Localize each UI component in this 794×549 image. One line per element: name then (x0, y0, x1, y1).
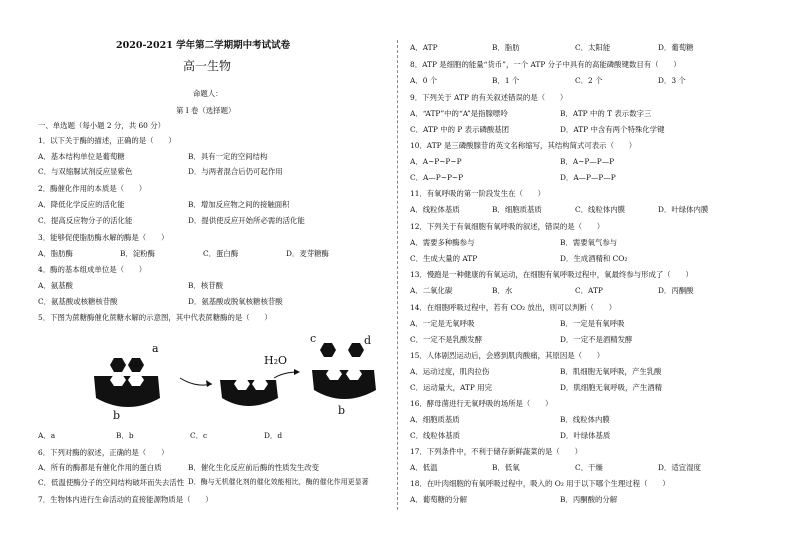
option-b: B．脂肪 (492, 43, 520, 52)
option-d: D．肌细胞无氧呼吸，产生酒精 (560, 383, 663, 392)
option-b: B．催化生化反应前后酶的性质发生改变 (188, 463, 320, 472)
option-a: A．运动过度，肌肉拉伤 (410, 367, 490, 376)
column-divider (397, 40, 398, 510)
option-b: B．水 (492, 286, 513, 295)
option-a: A．氨基酸 (38, 281, 73, 290)
subject-title: 高一生物 (183, 59, 232, 73)
option-a: A．需要多种酶参与 (410, 238, 475, 247)
option-c: C．一定不是乳酸发酵 (410, 335, 483, 344)
option-b: B．1 个 (492, 76, 520, 85)
label-b1: b (113, 409, 121, 422)
option-c: C．蛋白酶 (203, 249, 239, 258)
option-b: B．ATP 中的 T 表示数字三 (560, 109, 652, 118)
option-b: B．淀粉酶 (120, 249, 155, 258)
question-stem: 10．ATP 是三磷酸腺苷的英文名称缩写，其结构简式可表示（ ） (410, 141, 637, 150)
option-d: D．适宜湿度 (658, 463, 701, 472)
option-a: A．所有的酶都是有催化作用的蛋白质 (38, 463, 162, 472)
question-stem: 9．下列关于 ATP 的有关叙述错误的是（ ） (410, 93, 568, 102)
option-c: C．A—P~P~P (410, 173, 464, 182)
option-d: D．酶与无机催化剂的催化效能相比，酶的催化作用更显著 (188, 478, 369, 486)
option-b: B．b (116, 431, 134, 440)
option-d: D．叶绿体内膜 (658, 205, 709, 214)
option-a: A．a (38, 431, 56, 440)
product-d-hexagon (348, 343, 364, 357)
option-a: A．“ATP”中的“A”是指腺嘌呤 (410, 109, 508, 118)
question-stem: 12．下列关于有氧细胞有氧呼吸的叙述，错误的是（ ） (410, 222, 605, 231)
option-d: D．葡萄糖 (658, 43, 694, 52)
label-h2o: H₂O (264, 354, 288, 367)
option-d: D．与两者混合后仍可起作用 (188, 167, 283, 176)
author-label: 命题人： (193, 89, 223, 98)
option-a: A．细胞质基质 (410, 415, 460, 424)
option-d: D．一定不是酒精发酵 (560, 335, 633, 344)
option-d: D．生成酒精和 CO₂ (560, 254, 628, 263)
question-stem: 15．人体剧烈运动后，会感到肌肉酸痛，其原因是（ ） (410, 351, 605, 360)
option-c: C．运动量大，ATP 用完 (410, 383, 492, 392)
option-c: C．线粒体基质 (410, 431, 460, 440)
option-c: C．ATP 中的 P 表示磷酸基团 (410, 125, 510, 134)
label-d: d (364, 334, 372, 347)
option-b: B．增加反应物之间的接触面积 (188, 200, 290, 209)
option-a: A．葡萄糖的分解 (410, 495, 468, 504)
option-b: B．低氧 (492, 463, 520, 472)
option-b: B．A~P—P—P (560, 157, 615, 166)
question-stem: 18．在叶肉细胞的有氧呼吸过程中，吸入的 O₂ 用于以下哪个生理过程（ ） (410, 479, 670, 488)
option-d: D．d (264, 431, 283, 440)
option-c: C．干燥 (575, 463, 603, 472)
option-a: A．低温 (410, 463, 438, 472)
option-b: B．丙酮酸的分解 (560, 495, 618, 504)
option-d: D．ATP 中含有两个特殊化学键 (560, 125, 665, 134)
option-c: C．ATP (575, 286, 603, 295)
question-stem: 2．酶催化作用的本质是（ ） (38, 184, 147, 193)
label-a: a (152, 342, 159, 355)
substrate-a-hexagons (110, 358, 144, 372)
option-b: B．线粒体内膜 (560, 415, 610, 424)
option-a: A．线粒体基质 (410, 205, 460, 214)
option-a: A．ATP (410, 43, 438, 52)
question-stem: 14．在细胞呼吸过程中，若有 CO₂ 放出，则可以判断（ ） (410, 303, 617, 312)
question-stem: 17．下列条件中，不利于储存新鲜蔬菜的是（ ） (410, 447, 583, 456)
option-c: C．提高反应物分子的活化能 (38, 216, 133, 225)
option-c: C．2 个 (575, 76, 603, 85)
question-stem: 13．慢跑是一种健康的有氧运动，在细胞有氧呼吸过程中，氧最终参与形成了（ ） (410, 270, 693, 279)
exam-title: 2020-2021 学年第二学期期中考试试卷 (116, 40, 291, 51)
option-a: A．基本结构单位是葡萄糖 (38, 152, 125, 161)
question-stem: 6．下列对酶的叙述，正确的是（ ） (38, 448, 169, 457)
option-d: D．3 个 (658, 76, 686, 85)
option-d: D．叶绿体基质 (560, 431, 611, 440)
option-d: D．麦芽糖酶 (286, 249, 329, 258)
option-d: D．氨基酸或脱氧核糖核苷酸 (188, 297, 283, 306)
enzyme-b2-shape (312, 370, 376, 399)
option-c: C．与双缩脲试剂反应显紫色 (38, 167, 133, 176)
option-a: A．0 个 (410, 76, 438, 85)
option-a: A．A~P~P~P (410, 157, 462, 166)
option-c: C．氨基酸或核糖核苷酸 (38, 297, 118, 306)
option-b: B．需要氧气参与 (560, 238, 618, 247)
option-a: A．降低化学反应的活化能 (38, 200, 125, 209)
option-c: C．c (190, 431, 208, 440)
product-c-hexagon (320, 343, 336, 357)
question-stem: 16．酵母菌进行无氧呼吸的场所是（ ） (410, 399, 553, 408)
option-a: A．一定是无氧呼吸 (410, 319, 475, 328)
option-c: C．低温使酶分子的空间结构破坏而失去活性 (38, 478, 185, 487)
label-c: c (310, 332, 317, 345)
option-a: A．脂肪酶 (38, 249, 73, 258)
option-d: D．A—P—P—P (560, 173, 616, 182)
question-stem: 4．酶的基本组成单位是（ ） (38, 265, 147, 274)
question-stem: 1．以下关于酶的描述，正确的是（ ） (38, 136, 176, 145)
option-b: B．核苷酸 (188, 281, 223, 290)
section-title: 一、单选题（每小题 2 分，共 60 分） (38, 121, 165, 130)
question-stem: 8．ATP 是细胞的能量“货币”，一个 ATP 分子中具有的高能磷酸键数目有（ ） (410, 60, 681, 69)
question-stem: 5．下图为蔗糖酶催化蔗糖水解的示意图，其中代表蔗糖酶的是（ ） (38, 313, 272, 322)
option-d: D．丙酮酸 (658, 286, 694, 295)
option-c: C．太阳能 (575, 43, 611, 52)
part-title: 第 I 卷（选择题） (176, 106, 236, 115)
option-b: B．一定是有氧呼吸 (560, 319, 625, 328)
option-a: A．二氧化碳 (410, 286, 453, 295)
option-b: B．细胞质基质 (492, 205, 542, 214)
option-c: C．生成大量的 ATP (410, 254, 478, 263)
option-c: C．线粒体内膜 (575, 205, 625, 214)
option-b: B．具有一定的空间结构 (188, 152, 268, 161)
label-b2: b (338, 404, 346, 417)
enzyme-b-shape (94, 376, 160, 407)
option-d: D．提供使反应开始所必需的活化能 (188, 216, 305, 225)
question-stem: 7．生物体内进行生命活动的直接能源物质是（ ） (38, 495, 213, 504)
question-stem: 3．能够促使脂肪酶水解的酶是（ ） (38, 233, 169, 242)
option-b: B．肌细胞无氧呼吸，产生乳酸 (560, 367, 662, 376)
question-stem: 11．有氧呼吸的第一阶段发生在（ ） (410, 189, 546, 198)
